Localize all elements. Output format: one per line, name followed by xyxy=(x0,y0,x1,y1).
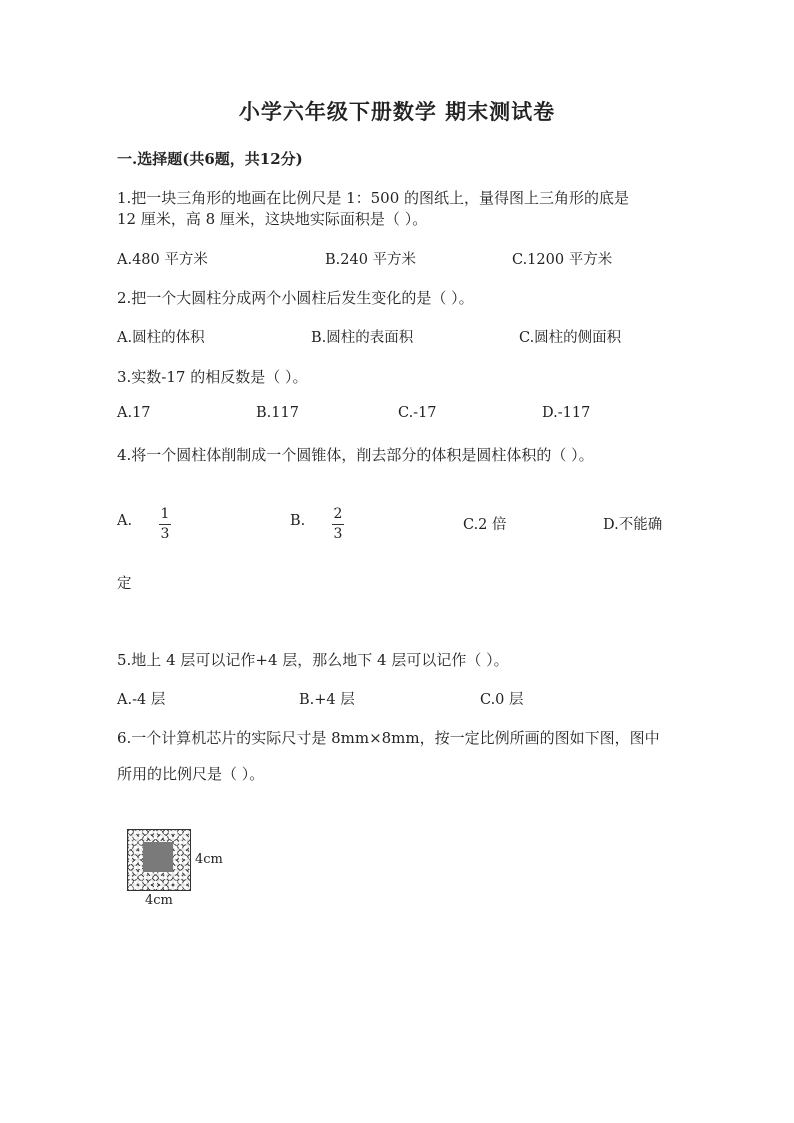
question-1-option-b: B.240 平方米 xyxy=(325,252,417,268)
question-5-option-c: C.0 层 xyxy=(480,692,524,708)
question-4-option-c: C.2 倍 xyxy=(463,517,507,533)
question-6-line-1: 6.一个计算机芯片的实际尺寸是 8mm×8mm，按一定比例所画的图如下图，图中 xyxy=(117,729,660,747)
question-3-text: 3.实数-17 的相反数是（ ）。 xyxy=(117,368,308,386)
question-5-text: 5.地上 4 层可以记作+4 层，那么地下 4 层可以记作（ ）。 xyxy=(117,651,509,669)
fraction-a-numerator: 1 xyxy=(160,506,170,522)
fraction-b-bar xyxy=(332,524,344,525)
question-3-option-b: B.117 xyxy=(256,405,299,421)
question-1-option-c: C.1200 平方米 xyxy=(512,252,613,268)
question-5-option-a: A.-4 层 xyxy=(117,692,166,708)
question-5-option-b: B.+4 层 xyxy=(299,692,355,708)
question-1-line-2: 12 厘米，高 8 厘米，这块地实际面积是（ ）。 xyxy=(117,210,428,228)
question-2-text: 2.把一个大圆柱分成两个小圆柱后发生变化的是（ ）。 xyxy=(117,289,474,307)
question-3-option-d: D.-117 xyxy=(542,405,591,421)
fraction-b-numerator: 2 xyxy=(333,506,343,522)
question-4-fraction-b xyxy=(332,507,344,542)
question-4-option-d: D.不能确 xyxy=(603,517,663,533)
question-2-option-c: C.圆柱的侧面积 xyxy=(519,330,622,346)
figure-side-label: 4cm xyxy=(195,852,223,867)
question-4-fraction-a xyxy=(159,507,171,542)
chip-inner-square xyxy=(143,842,173,872)
question-1-line-1: 1.把一块三角形的地画在比例尺是 1：500 的图纸上，量得图上三角形的底是 xyxy=(117,189,630,207)
question-2-option-b: B.圆柱的表面积 xyxy=(311,330,414,346)
question-1-option-a: A.480 平方米 xyxy=(117,252,208,268)
page-title: 小学六年级下册数学 期末测试卷 xyxy=(238,99,556,124)
question-3-option-a: A.17 xyxy=(117,405,151,421)
chip-figure xyxy=(125,826,235,916)
question-4-option-d-wrap: 定 xyxy=(117,576,132,592)
section-heading: 一.选择题(共6题，共12分) xyxy=(117,150,303,168)
question-4-option-a: A. xyxy=(117,513,133,529)
figure-bottom-label: 4cm xyxy=(145,893,173,908)
question-6-line-2: 所用的比例尺是（ ）。 xyxy=(117,765,265,783)
question-4-option-b: B. xyxy=(290,513,306,529)
fraction-a-denominator: 3 xyxy=(160,526,170,542)
fraction-b-denominator: 3 xyxy=(333,526,343,542)
question-2-option-a: A.圆柱的体积 xyxy=(117,330,205,346)
question-3-option-c: C.-17 xyxy=(398,405,437,421)
fraction-a-bar xyxy=(159,524,171,525)
question-4-text: 4.将一个圆柱体削制成一个圆锥体，削去部分的体积是圆柱体积的（ ）。 xyxy=(117,446,594,464)
